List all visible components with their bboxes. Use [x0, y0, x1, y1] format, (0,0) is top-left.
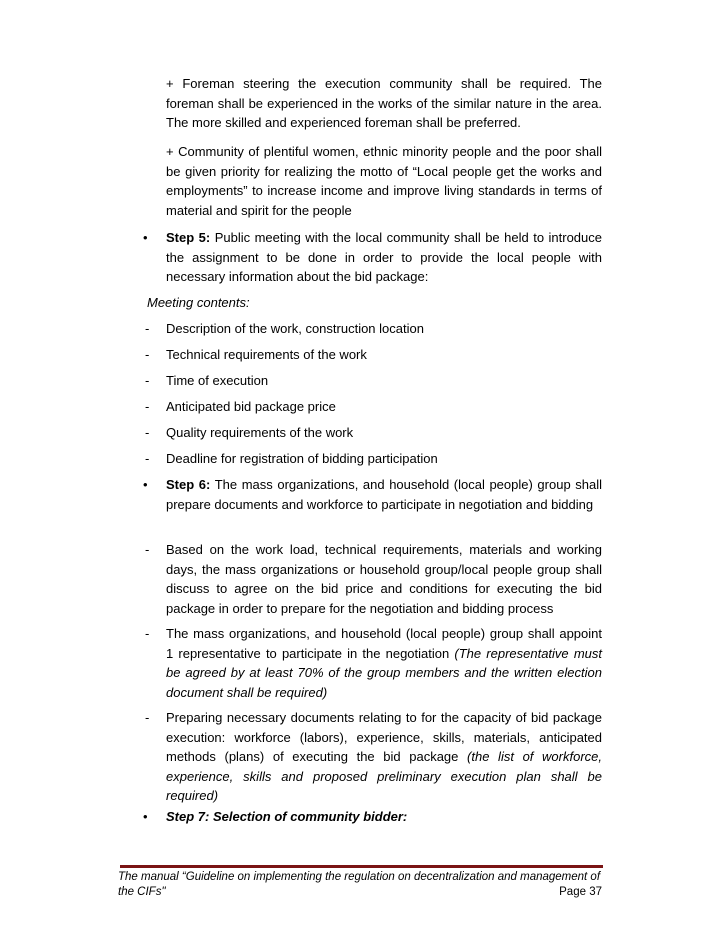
dash-marker: - [145, 542, 150, 557]
step7-heading [166, 807, 602, 827]
foreman-paragraph: + Foreman steering the execution community shall be required. The foreman shall be experienced in the works of the similar nature in the area. The more skilled and experienced foreman shall be preferred. [166, 76, 602, 130]
step6-text: The mass organizations, and household (local people) group shall prepare documents and workforce to participate in negotiation and bidding [166, 477, 603, 512]
meeting-contents-heading: Meeting contents: [147, 295, 250, 310]
step6-label: Step 6: [166, 477, 211, 492]
dash-marker: - [145, 425, 150, 440]
page-number: Page 37 [559, 886, 602, 898]
dash-marker: - [145, 451, 150, 466]
meeting-item: Time of execution [166, 373, 269, 388]
representative-text: The mass organizations, and household (local people) group shall appoint 1 representative to participate in the negotiation [166, 626, 602, 661]
step5-bullet: • [143, 230, 148, 245]
dash-marker: - [145, 626, 150, 641]
step5-paragraph [166, 228, 602, 287]
documents-text: Preparing necessary documents relating to for the capacity of bid package execution: workforce (labors), experience, skills, materials, anticipated methods (plans) of executing the bid package [166, 710, 602, 764]
footer-rule [120, 865, 603, 868]
meeting-item: Deadline for registration of bidding participation [166, 451, 438, 466]
step7-bullet: • [143, 809, 148, 824]
step5-text: Public meeting with the local community shall be held to introduce the assignment to be done in order to provide the local people with necessary information about the bid package: [166, 230, 602, 284]
workload-paragraph: Based on the work load, technical requirements, materials and working days, the mass organizations or household group/local people group shall discuss to agree on the bid price and conditions for executing the bid package in order to prepare for the negotiation and bidding process [166, 542, 602, 616]
documents-paragraph [166, 708, 602, 806]
meeting-item: Quality requirements of the work [166, 425, 354, 440]
step6-paragraph [166, 475, 602, 514]
step7-label: Step 7: Selection of community bidder: [166, 809, 408, 824]
representative-paragraph [166, 624, 602, 702]
representative-note: (The representative must be agreed by at least 70% of the group members and the written election document shall be required) [166, 645, 602, 700]
documents-note: (the list of workforce, experience, skills and proposed preliminary execution plan shall be required) [166, 749, 602, 803]
dash-marker: - [145, 399, 150, 414]
footer-text: The manual “Guideline on implementing the regulation on decentralization and management of the CIFs" [118, 871, 601, 898]
dash-marker: - [145, 321, 150, 336]
meeting-item: Technical requirements of the work [166, 347, 367, 362]
dash-marker: - [145, 710, 150, 725]
community-paragraph: + Community of plentiful women, ethnic minority people and the poor shall be given priority for realizing the motto of “Local people get the works and employments” to increase income and improve living standards in terms of material and spirit for the people [166, 144, 602, 218]
step5-label: Step 5: [166, 230, 211, 245]
dash-marker: - [145, 373, 150, 388]
dash-marker: - [145, 347, 150, 362]
meeting-item: Description of the work, construction location [166, 321, 424, 336]
step6-bullet: • [143, 477, 148, 492]
meeting-item: Anticipated bid package price [166, 399, 336, 414]
